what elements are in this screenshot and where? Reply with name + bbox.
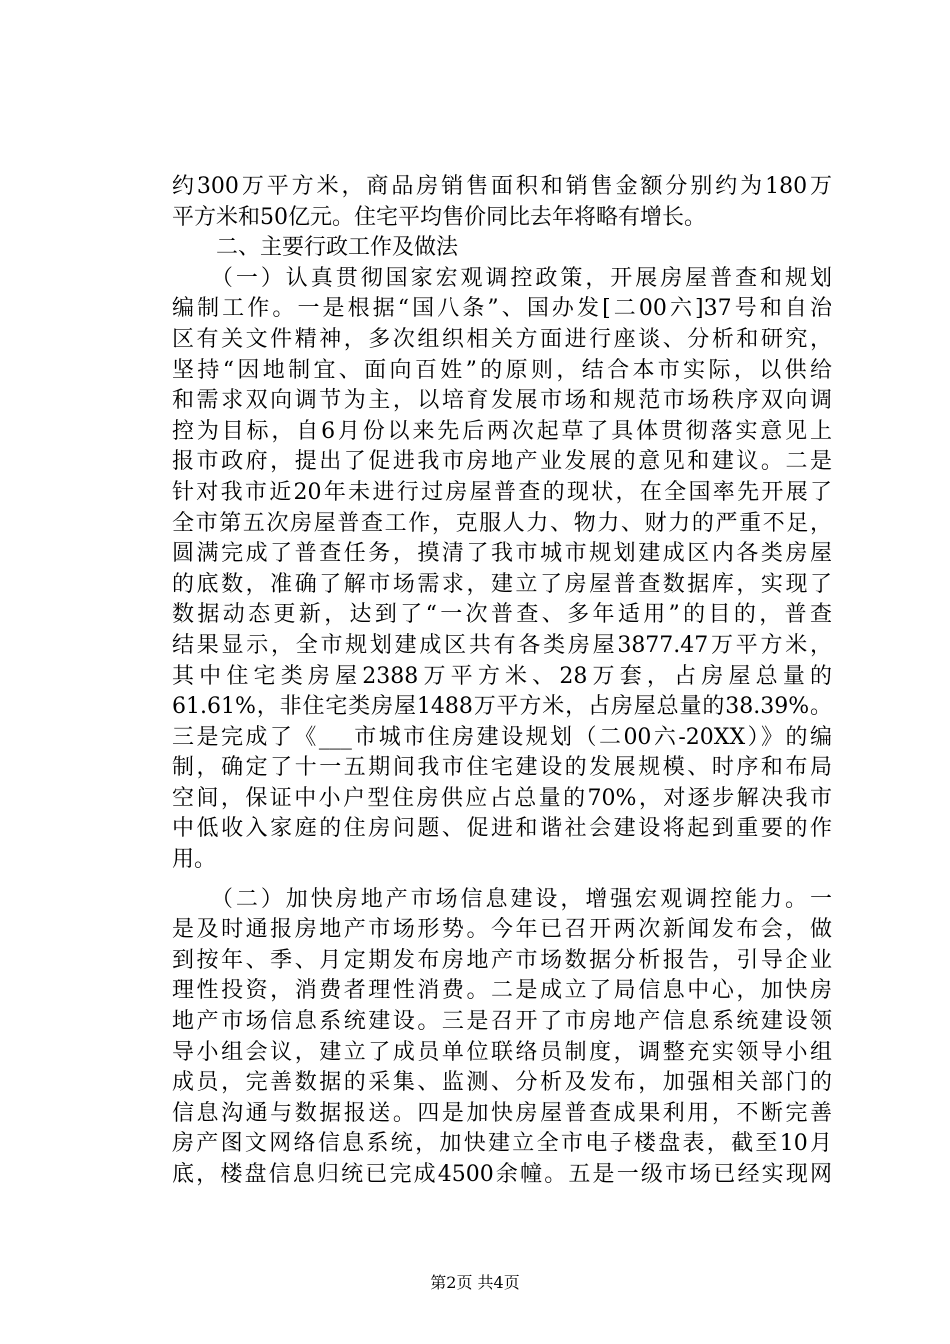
text-line: 制，确定了十一五期间我市住宅建设的发展规模、时序和布局	[172, 755, 832, 781]
text-line: 平方米和50亿元。住宅平均售价同比去年将略有增长。	[172, 204, 706, 230]
paragraph-gap	[172, 876, 832, 885]
text-line: 全市第五次房屋普查工作，克服人力、物力、财力的严重不足，	[172, 510, 832, 536]
text-line: 到按年、季、月定期发布房地产市场数据分析报告，引导企业	[172, 947, 832, 973]
text-line: 中低收入家庭的住房问题、促进和谐社会建设将起到重要的作	[172, 816, 832, 842]
text-line: 的底数，准确了解市场需求，建立了房屋普查数据库，实现了	[172, 571, 832, 597]
text-line: 针对我市近20年未进行过房屋普查的现状，在全国率先开展了	[172, 479, 832, 505]
text-line: 用。	[172, 847, 217, 873]
text-line: 区有关文件精神，多次组织相关方面进行座谈、分析和研究，	[172, 326, 832, 352]
text-line: 控为目标，自6月份以来先后两次起草了具体贯彻落实意见上	[172, 418, 832, 444]
text-line: 是及时通报房地产市场形势。今年已召开两次新闻发布会，做	[172, 917, 832, 943]
text-line: 报市政府，提出了促进我市房地产业发展的意见和建议。二是	[172, 449, 832, 475]
text-line: 成员，完善数据的采集、监测、分析及发布，加强相关部门的	[172, 1070, 832, 1096]
text-line: 坚持“因地制宜、面向百姓”的原则，结合本市实际，以供给	[172, 357, 832, 383]
page-number: 第2页 共4页	[430, 1273, 520, 1292]
text-line: 圆满完成了普查任务，摸清了我市城市规划建成区内各类房屋	[172, 541, 832, 567]
text-line: 信息沟通与数据报送。四是加快房屋普查成果利用，不断完善	[172, 1100, 832, 1126]
text-line: 地产市场信息系统建设。三是召开了市房地产信息系统建设领	[172, 1009, 832, 1035]
text-line: 数据动态更新，达到了“一次普查、多年适用”的目的，普查	[172, 602, 832, 628]
text-line: 61.61%，非住宅类房屋1488万平方米，占房屋总量的38.39%。	[172, 694, 832, 720]
page-footer	[0, 1273, 950, 1293]
text-line: 导小组会议，建立了成员单位联络员制度，调整充实领导小组	[172, 1039, 832, 1065]
text-line: （一）认真贯彻国家宏观调控政策，开展房屋普查和规划	[172, 265, 832, 291]
text-line: 理性投资，消费者理性消费。二是成立了局信息中心，加快房	[172, 978, 832, 1004]
document-body	[172, 172, 832, 1191]
text-line: 约300万平方米，商品房销售面积和销售金额分别约为180万	[172, 174, 832, 199]
text-line: 结果显示，全市规划建成区共有各类房屋3877.47万平方米，	[172, 632, 832, 658]
text-line: 空间，保证中小户型住房供应占总量的70%，对逐步解决我市	[172, 785, 832, 811]
text-line: 三是完成了《___市城市住房建设规划（二00六-20XX）》的编	[172, 724, 832, 750]
text-line: 其中住宅类房屋2388万平方米、28万套，占房屋总量的	[172, 663, 832, 689]
section-heading: 二、主要行政工作及做法	[172, 235, 459, 261]
text-line: 房产图文网络信息系统，加快建立全市电子楼盘表，截至10月	[172, 1131, 832, 1157]
text-line: 和需求双向调节为主，以培育发展市场和规范市场秩序双向调	[172, 388, 832, 414]
text-line: 底，楼盘信息归统已完成4500余幢。五是一级市场已经实现网	[172, 1162, 832, 1187]
text-line: 编制工作。一是根据“国八条”、国办发[二00六]37号和自治	[172, 296, 832, 322]
text-line: （二）加快房地产市场信息建设，增强宏观调控能力。一	[172, 886, 832, 912]
